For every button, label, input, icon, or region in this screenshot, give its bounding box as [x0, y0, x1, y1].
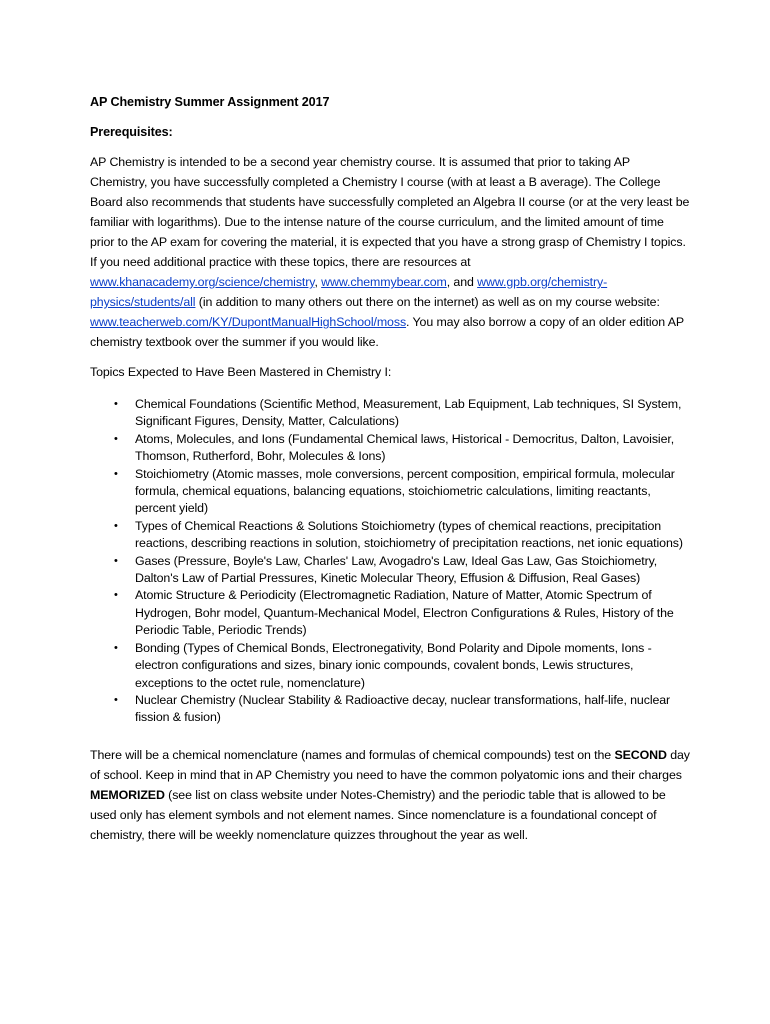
topic-text: Nuclear Chemistry (Nuclear Stability & Radioactive decay, nuclear transformations, half-life, nuclear fission & fusion): [135, 692, 671, 725]
topic-text: Bonding (Types of Chemical Bonds, Electronegativity, Bond Polarity and Dipole moments, Ions - electron configurations and sizes, binary ionic compounds, covalent bonds, Lewis structures, exceptions to the octet rule, nomenclature): [135, 640, 652, 690]
document-title: AP Chemistry Summer Assignment 2017: [90, 95, 330, 109]
intro-text-2: (in addition to many others out there on the internet) as well as on my course website:: [195, 295, 660, 309]
topic-text: Chemical Foundations (Scientific Method, Measurement, Lab Equipment, Lab techniques, SI System, Significant Figures, Density, Matter, Calculations): [135, 397, 682, 429]
prerequisites-heading: Prerequisites:: [90, 125, 173, 139]
list-item: [90, 431, 690, 466]
nomenclature-text-1: There will be a chemical nomenclature (names and formulas of chemical compounds) test on the: [90, 747, 615, 762]
document-body: [90, 92, 690, 855]
intro-text-3: . You may also borrow a copy of an older edition AP chemistry textbook over the summer if you would like.: [90, 315, 684, 349]
intro-sep-2: , and: [446, 275, 478, 289]
topic-text: Stoichiometry (Atomic masses, mole conversions, percent composition, empirical formula, molecular formula, chemical equations, balancing equations, stoichiometric calculations, limiting reactants, percent yield): [135, 466, 675, 516]
bullet-icon: •: [114, 693, 118, 706]
topics-list: [90, 396, 690, 727]
list-item: [90, 553, 690, 588]
topic-text: Atoms, Molecules, and Ions (Fundamental Chemical laws, Historical - Democritus, Dalton, Lavoisier, Thomson, Rutherford, Bohr, Molecules & Ions): [135, 431, 675, 464]
intro-sep-1: ,: [314, 275, 322, 289]
second-emphasis: SECOND: [614, 747, 667, 762]
list-item: [90, 518, 690, 553]
intro-text-1: AP Chemistry is intended to be a second year chemistry course. It is assumed that prior to taking AP Chemistry, you have successfully completed a Chemistry I course (with at least a B average). The College Board also recommends that students have successfully completed an Algebra II course (or at the very least be familiar with logarithms). Due to the intense nature of the course curriculum, and the limited amount of time prior to the AP exam for covering the material, it is expected that you have a strong grasp of Chemistry I topics. If you need additional practice with these topics, there are resources at: [90, 155, 690, 269]
nomenclature-paragraph: [90, 745, 690, 845]
bullet-icon: •: [114, 467, 118, 480]
list-item: [90, 587, 690, 639]
list-item: [90, 640, 690, 692]
intro-paragraph: [90, 152, 690, 352]
topics-heading: Topics Expected to Have Been Mastered in Chemistry I:: [90, 365, 392, 379]
gpb-link[interactable]: www.gpb.org/chemistry-physics/students/all: [90, 275, 608, 309]
list-item: [90, 692, 690, 727]
bullet-icon: •: [114, 641, 118, 654]
bullet-icon: •: [114, 554, 118, 567]
topic-text: Atomic Structure & Periodicity (Electromagnetic Radiation, Nature of Matter, Atomic Spectrum of Hydrogen, Bohr model, Quantum-Mechanical Model, Electron Configurations & Rules, History of the Periodic Table, Periodic Trends): [135, 588, 674, 638]
memorized-emphasis: MEMORIZED: [90, 787, 165, 802]
chemmybear-link[interactable]: www.chemmybear.com: [321, 275, 447, 289]
topic-text: Gases (Pressure, Boyle's Law, Charles' Law, Avogadro's Law, Ideal Gas Law, Gas Stoichiometry, Dalton's Law of Partial Pressures, Kinetic Molecular Theory, Effusion & Diffusion, Real Gases): [135, 553, 658, 586]
bullet-icon: •: [114, 398, 118, 410]
list-item: [90, 396, 690, 431]
bullet-icon: •: [114, 519, 118, 532]
bullet-icon: •: [114, 589, 118, 602]
teacherweb-link[interactable]: www.teacherweb.com/KY/DupontManualHighSchool/moss: [90, 315, 407, 329]
bullet-icon: •: [114, 432, 118, 445]
nomenclature-text-2: day of school. Keep in mind that in AP Chemistry you need to have the common polyatomic ions and their charges: [90, 747, 690, 782]
list-item: [90, 466, 690, 518]
topic-text: Types of Chemical Reactions & Solutions Stoichiometry (types of chemical reactions, precipitation reactions, describing reactions in solution, stoichiometry of precipitation reactions, net ionic equations): [135, 518, 683, 551]
khanacademy-link[interactable]: www.khanacademy.org/science/chemistry: [90, 275, 315, 289]
nomenclature-text-3: (see list on class website under Notes-Chemistry) and the periodic table that is allowed to be used only has element symbols and not element names. Since nomenclature is a foundational concept of chemistry, there will be weekly nomenclature quizzes throughout the year as well.: [90, 787, 666, 842]
